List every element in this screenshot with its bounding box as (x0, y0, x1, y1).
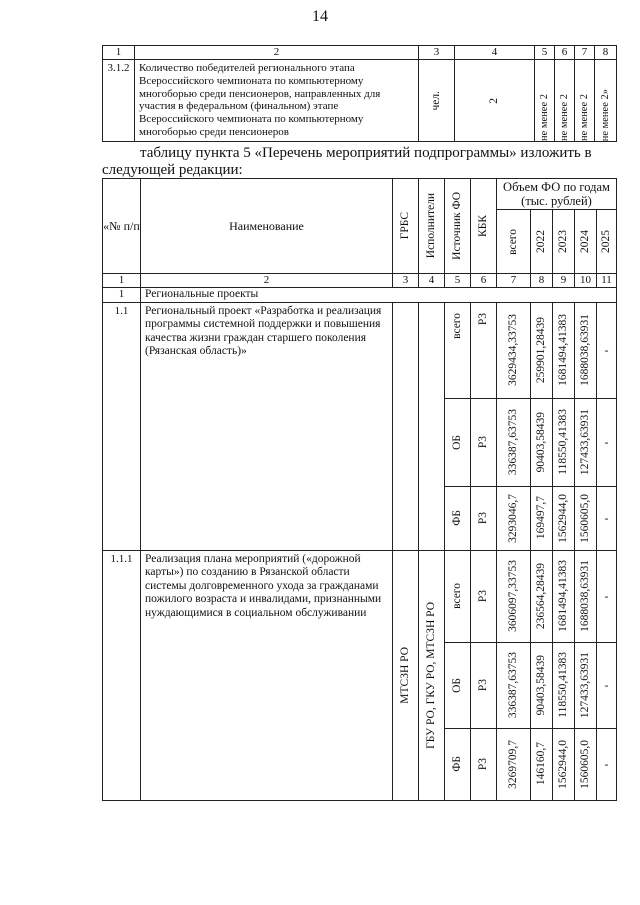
total-cell (497, 550, 531, 642)
year-value: 1681494,41383 (557, 560, 569, 632)
year-cell (575, 550, 597, 642)
year-value: 1560605,0 (579, 493, 591, 543)
row-unit: чел. (430, 90, 442, 111)
source-cell (445, 398, 471, 486)
year-value: 118550,41383 (557, 652, 569, 718)
col-number: 7 (497, 274, 531, 288)
total-cell (497, 728, 531, 800)
source-label: всего (451, 583, 463, 609)
kbk-cell (471, 728, 497, 800)
year-cell: - (597, 398, 617, 486)
year-value: 118550,41383 (557, 409, 569, 475)
year-cell (575, 728, 597, 800)
kbk-cell (471, 642, 497, 728)
year-value: 146160,7 (535, 742, 547, 786)
table1-header-cell: 6 (555, 46, 575, 60)
header-year-cell (575, 210, 597, 274)
year-cell: - (597, 550, 617, 642)
year-cell (531, 642, 553, 728)
col-number: 9 (553, 274, 575, 288)
row-value-cell (595, 60, 617, 142)
kbk-value: Р3 (477, 312, 489, 325)
year-value: 1681494,41383 (557, 314, 569, 386)
table1-row (103, 60, 617, 142)
col-number: 10 (575, 274, 597, 288)
header-num: «№ п/п (103, 179, 141, 274)
table1-header-cell: 5 (535, 46, 555, 60)
table2-header-row (103, 179, 617, 210)
kbk-cell (471, 550, 497, 642)
total-cell (497, 642, 531, 728)
col-number: 2 (141, 274, 393, 288)
header-year: 2024 (579, 230, 591, 253)
total-cell (497, 302, 531, 398)
year-cell (575, 398, 597, 486)
total-value: 3606097,33753 (507, 560, 519, 632)
year-cell: - (597, 302, 617, 398)
year-value: 1688038,63931 (579, 560, 591, 632)
row-value: не менее 2 (579, 93, 590, 141)
total-value: 336387,63753 (507, 408, 519, 476)
year-cell: - (597, 642, 617, 728)
header-year: 2022 (535, 230, 547, 253)
header-source: Источник ФО (451, 192, 463, 260)
row-1-1-executors (419, 302, 445, 550)
year-cell (553, 728, 575, 800)
kbk-value: Р3 (477, 511, 489, 525)
section-name: Региональные проекты (141, 288, 617, 303)
page-number: 14 (312, 8, 328, 25)
header-total: всего (507, 228, 519, 255)
header-executors: Исполнители (425, 193, 437, 259)
row-1-1-1-num: 1.1.1 (103, 550, 141, 800)
header-year: 2025 (600, 230, 612, 253)
row-1-1-1-grbs-cell (393, 550, 419, 800)
row-1-1-1-executors: ГБУ РО, ГКУ РО, МТСЗН РО (425, 601, 437, 749)
kbk-value: Р3 (477, 435, 489, 449)
year-cell (531, 398, 553, 486)
indicator-table (102, 45, 617, 142)
header-total-cell (497, 210, 531, 274)
header-kbk: КБК (477, 215, 489, 237)
table1-header-cell: 7 (575, 46, 595, 60)
header-year-cell (531, 210, 553, 274)
kbk-cell (471, 302, 497, 398)
year-value: 1562944,0 (557, 739, 569, 789)
year-cell (575, 642, 597, 728)
source-cell (445, 728, 471, 800)
year-cell (575, 302, 597, 398)
row-1-1-1-name: Реализация плана мероприятий («дорожной карты») по созданию в Рязанской области системы долговременного ухода за гражданами пожилого возраста и инвалидами, признанными нуждающимися в социальном обслуживании (141, 550, 393, 800)
row-base-cell (455, 60, 535, 142)
year-cell (553, 550, 575, 642)
year-cell (575, 486, 597, 550)
row-value-cell (555, 60, 575, 142)
source-label: ОБ (451, 434, 463, 450)
year-value: 1688038,63931 (579, 314, 591, 386)
col-number: 6 (471, 274, 497, 288)
kbk-value: Р3 (477, 589, 489, 603)
table1-header-cell: 3 (419, 46, 455, 60)
section-row (103, 288, 617, 303)
year-cell (553, 486, 575, 550)
row-value-cell (535, 60, 555, 142)
measures-table (102, 178, 617, 801)
table1-header-cell: 2 (135, 46, 419, 60)
header-kbk-cell (471, 179, 497, 274)
header-grbs-cell (393, 179, 419, 274)
total-cell (497, 398, 531, 486)
year-cell (553, 642, 575, 728)
kbk-value: Р3 (477, 678, 489, 692)
year-value: 1562944,0 (557, 493, 569, 543)
col-number: 5 (445, 274, 471, 288)
row-1-1-name: Региональный проект «Разработка и реализация программы системной поддержки и повышения качества жизни граждан старшего поколения (Рязанская область)» (141, 302, 393, 550)
year-cell (553, 302, 575, 398)
section-num: 1 (103, 288, 141, 303)
year-value: 1560605,0 (579, 739, 591, 789)
table1-header-cell: 1 (103, 46, 135, 60)
source-cell (445, 550, 471, 642)
row-code: 3.1.2 (103, 60, 135, 142)
table-row (103, 550, 617, 642)
row-value-cell (575, 60, 595, 142)
table-row (103, 302, 617, 398)
amendment-text: таблицу пункта 5 «Перечень мероприятий подпрограммы» изложить в следующей редакции: (102, 145, 592, 178)
row-unit-cell (419, 60, 455, 142)
year-cell: - (597, 728, 617, 800)
total-value: 3269709,7 (507, 739, 519, 789)
row-base: 2 (488, 97, 500, 104)
header-name: Наименование (141, 179, 393, 274)
source-label: ФБ (451, 756, 463, 772)
row-1-1-1-executors-cell (419, 550, 445, 800)
row-value: не менее 2 (559, 93, 570, 141)
amendment-paragraph (102, 145, 616, 179)
table1-header-cell: 8 (595, 46, 617, 60)
year-cell (531, 728, 553, 800)
header-year-cell (553, 210, 575, 274)
header-source-cell (445, 179, 471, 274)
year-cell (553, 398, 575, 486)
row-1-1-grbs (393, 302, 419, 550)
kbk-cell (471, 486, 497, 550)
kbk-value: Р3 (477, 757, 489, 771)
col-number: 3 (393, 274, 419, 288)
col-number: 4 (419, 274, 445, 288)
header-executors-cell (419, 179, 445, 274)
year-value: 259901,28439 (535, 316, 547, 384)
header-volume: Объем ФО по годам (тыс. рублей) (497, 179, 617, 210)
source-label: ФБ (451, 510, 463, 526)
row-value: не менее 2» (600, 88, 611, 141)
row-value: не менее 2 (539, 93, 550, 141)
year-value: 236564,28439 (535, 562, 547, 630)
source-label: всего (451, 312, 463, 339)
col-number: 11 (597, 274, 617, 288)
source-label: ОБ (451, 677, 463, 693)
header-year: 2023 (557, 230, 569, 253)
row-name: Количество победителей регионального этапа Всероссийского чемпионата по компьютерному многоборью среди пенсионеров, направленных для участия в федеральном (финальном) этапе Всероссийского чемпионата по компьютерному многоборью среди пенсионеров (135, 60, 419, 142)
table1-header-row (103, 46, 617, 60)
year-cell (531, 550, 553, 642)
year-cell: - (597, 486, 617, 550)
table2-col-numbers-row (103, 274, 617, 288)
header-year-cell (597, 210, 617, 274)
total-value: 336387,63753 (507, 651, 519, 719)
col-number: 1 (103, 274, 141, 288)
year-cell (531, 302, 553, 398)
header-grbs: ГРБС (399, 212, 411, 240)
table1-header-cell: 4 (455, 46, 535, 60)
source-cell (445, 302, 471, 398)
col-number: 8 (531, 274, 553, 288)
source-cell (445, 486, 471, 550)
source-cell (445, 642, 471, 728)
row-1-1-1-grbs: МТСЗН РО (399, 646, 411, 704)
year-value: 90403,58439 (535, 411, 547, 473)
year-cell (531, 486, 553, 550)
year-value: 169497,7 (535, 496, 547, 540)
year-value: 127433,63931 (579, 651, 591, 719)
total-value: 3629434,33753 (507, 314, 519, 386)
total-cell (497, 486, 531, 550)
year-value: 90403,58439 (535, 654, 547, 716)
row-1-1-num: 1.1 (103, 302, 141, 550)
kbk-cell (471, 398, 497, 486)
total-value: 3293046,7 (507, 493, 519, 543)
year-value: 127433,63931 (579, 408, 591, 476)
